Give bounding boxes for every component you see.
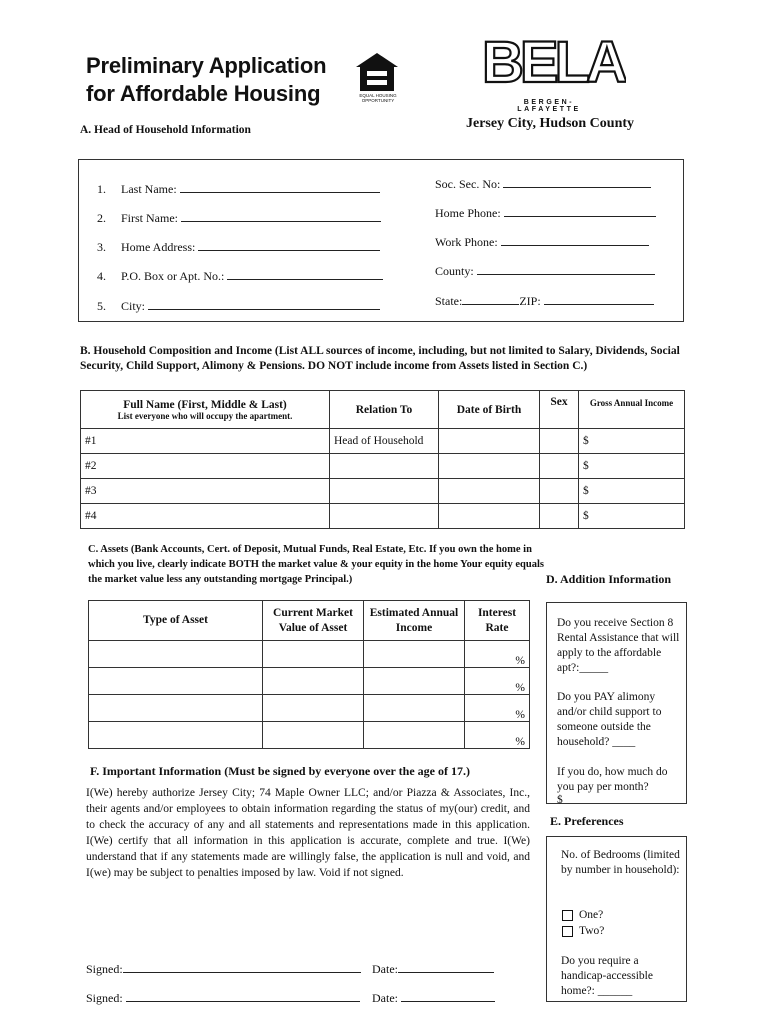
section-a-heading: A. Head of Household Information xyxy=(80,124,251,136)
table-row[interactable]: % xyxy=(89,668,530,695)
signature-input-2[interactable] xyxy=(126,989,360,1002)
date-input-2[interactable] xyxy=(401,989,495,1002)
handicap-question[interactable]: Do you require a handicap-accessible home?: ______ xyxy=(561,955,653,997)
title-line-1: Preliminary Application xyxy=(86,53,327,78)
table-row[interactable]: #3 $ xyxy=(81,479,685,504)
last-name-input[interactable] xyxy=(180,180,380,193)
authorization-paragraph: I(We) hereby authorize Jersey City; 74 Maple Owner LLC; and/or Piazza & Associates, Inc., their agents and/or employees to obtain information regarding the status of my(our) credit, and to check the accuracy of any and all statements and representations made in this application. I(We) certify that all information in this application is accurate, complete and true. I(We) understand that if any statements made are willingly false, the application is null and void, and I(we) may be subject to penalties imposed by law. Void if not signed. xyxy=(86,787,530,879)
col-asset-type: Type of Asset xyxy=(89,601,263,641)
title-line-2: for Affordable Housing xyxy=(86,81,321,106)
home-address-input[interactable] xyxy=(198,238,380,251)
assets-header-row xyxy=(89,601,530,641)
col-market-value: Current Market Value of Asset xyxy=(263,601,364,641)
ssn-input[interactable] xyxy=(503,175,651,188)
date-line-2[interactable]: Date: xyxy=(372,989,495,1006)
logo-text: BELA xyxy=(482,34,624,90)
last-name-field[interactable]: 1. Last Name: xyxy=(97,180,380,197)
bela-logo xyxy=(480,34,626,90)
section-b-heading: B. Household Composition and Income (List ALL sources of income, including, but not limited to Salary, Dividends, Social Security, Child Support, Alimony & Pensions. DO NOT include income from Assets listed in Section C.) xyxy=(80,345,680,372)
col-dob: Date of Birth xyxy=(439,391,540,429)
table-row[interactable]: #1 Head of Household $ xyxy=(81,429,685,454)
date-line-1[interactable]: Date: xyxy=(372,960,494,977)
col-estimated-income: Estimated Annual Income xyxy=(364,601,465,641)
monthly-payment-question[interactable]: If you do, how much do you pay per month? $ xyxy=(557,766,668,806)
work-phone-field[interactable]: Work Phone: xyxy=(435,233,649,250)
section-e-heading: E. Preferences xyxy=(550,814,624,828)
col-full-name: Full Name (First, Middle & Last) List everyone who will occupy the apartment. xyxy=(81,391,330,429)
home-address-field[interactable]: 3. Home Address: xyxy=(97,238,380,255)
state-zip-field[interactable]: State: ZIP: xyxy=(435,292,654,309)
col-sex: Sex xyxy=(540,391,579,429)
table-row[interactable]: #2 $ xyxy=(81,454,685,479)
page-title xyxy=(86,52,326,108)
date-input-1[interactable] xyxy=(398,960,494,973)
table-row[interactable]: % xyxy=(89,722,530,749)
bedrooms-question: No. of Bedrooms (limited by number in household): xyxy=(561,849,680,876)
county-heading: Jersey City, Hudson County xyxy=(466,116,635,131)
first-name-field[interactable]: 2. First Name: xyxy=(97,209,381,226)
col-interest-rate: Interest Rate xyxy=(465,601,530,641)
home-phone-input[interactable] xyxy=(504,204,656,217)
col-income: Gross Annual Income xyxy=(579,391,685,429)
two-checkbox[interactable] xyxy=(562,926,573,937)
alimony-question[interactable]: Do you PAY alimony and/or child support to someone outside the household? ____ xyxy=(557,691,662,748)
signature-line-2[interactable]: Signed: xyxy=(86,989,360,1006)
po-box-field[interactable]: 4. P.O. Box or Apt. No.: xyxy=(97,267,383,284)
col-relation: Relation To xyxy=(330,391,439,429)
county-field[interactable]: County: xyxy=(435,262,655,279)
state-input[interactable] xyxy=(462,292,519,305)
equal-housing-caption: EQUAL HOUSING OPPORTUNITY xyxy=(359,93,397,103)
ssn-field[interactable]: Soc. Sec. No: xyxy=(435,175,651,192)
county-input[interactable] xyxy=(477,262,655,275)
bedroom-one-option[interactable]: One? xyxy=(562,908,692,923)
household-table xyxy=(80,390,685,529)
section8-question[interactable]: Do you receive Section 8 Rental Assistance that will apply to the affordable apt?:_____ xyxy=(557,617,680,674)
home-phone-field[interactable]: Home Phone: xyxy=(435,204,656,221)
section-c-heading: C. Assets (Bank Accounts, Cert. of Deposit, Mutual Funds, Real Estate, Etc. If you own the home in which you live, clearly indicate BOTH the market value & your equity in the home Your equity equals the market value less any outstanding mortgage Principal.) xyxy=(88,544,544,585)
logo-subtitle: BERGEN-LAFAYETTE xyxy=(517,99,581,113)
one-checkbox[interactable] xyxy=(562,910,573,921)
table-row[interactable]: % xyxy=(89,695,530,722)
table-row[interactable]: % xyxy=(89,641,530,668)
city-field[interactable]: 5. City: xyxy=(97,297,380,314)
household-header-row xyxy=(81,391,685,429)
signature-line-1[interactable]: Signed: xyxy=(86,960,361,977)
po-box-input[interactable] xyxy=(227,267,383,280)
table-row[interactable]: #4 $ xyxy=(81,504,685,529)
first-name-input[interactable] xyxy=(181,209,381,222)
city-input[interactable] xyxy=(148,297,380,310)
zip-input[interactable] xyxy=(544,292,654,305)
bedroom-two-option[interactable]: Two? xyxy=(562,924,692,939)
section-d-heading: D. Addition Information xyxy=(546,572,672,586)
signature-input-1[interactable] xyxy=(123,960,361,973)
assets-table xyxy=(88,600,530,749)
work-phone-input[interactable] xyxy=(501,233,649,246)
section-f-heading: F. Important Information (Must be signed by everyone over the age of 17.) xyxy=(90,764,470,778)
